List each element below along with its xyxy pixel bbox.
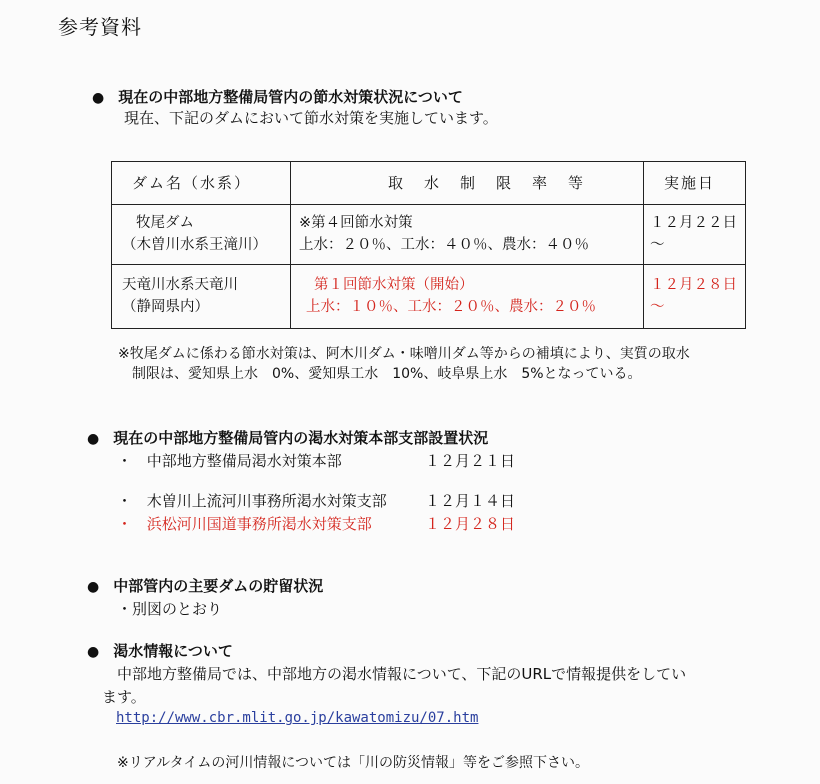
office-date: １２月１４日: [425, 492, 516, 510]
table-header-date: 実施日: [664, 174, 716, 192]
row2-measure: 第１回節水対策（開始）: [314, 277, 474, 293]
list-dot-icon: ・: [117, 492, 133, 510]
row1-dam: 牧尾ダム: [136, 215, 194, 231]
row2-rates: 上水：１０％、工水：２０％、農水：２０％: [306, 299, 596, 315]
office-list-item: [117, 513, 372, 534]
bullet-icon: ●: [92, 90, 105, 106]
row2-system: （静岡県内）: [122, 299, 209, 315]
section4-heading: 渇水情報について: [113, 642, 233, 660]
table-border-top: [111, 161, 746, 162]
section3-heading-row: [87, 575, 323, 596]
section1-heading-row: [92, 86, 463, 107]
bullet-icon: ●: [87, 579, 100, 595]
list-dot-icon: ・: [117, 452, 133, 470]
office-list-item: [117, 490, 387, 511]
section4-heading-row: [87, 640, 233, 661]
section1-note-line1: ※牧尾ダムに係わる節水対策は、阿木川ダム・味噌川ダム等からの補填により、実質の取水: [118, 346, 690, 362]
bullet-icon: ●: [87, 431, 100, 447]
list-dot-icon: ・: [117, 515, 133, 533]
row2-date: １２月２８日: [650, 277, 737, 293]
table-row-divider: [111, 204, 746, 205]
bullet-icon: ●: [87, 644, 100, 660]
row1-date: １２月２２日: [650, 215, 737, 231]
table-col-divider: [643, 161, 644, 329]
office-name: 中部地方整備局渇水対策本部: [146, 452, 342, 470]
page-title: 参考資料: [58, 15, 142, 39]
row1-measure: ※第４回節水対策: [299, 215, 413, 231]
office-date: １２月２８日: [425, 515, 516, 533]
row2-dam: 天竜川水系天竜川: [122, 277, 238, 293]
row1-tilde: ～: [650, 237, 665, 253]
section3-item: ・別図のとおり: [117, 600, 223, 618]
table-border-bottom: [111, 328, 746, 329]
table-header-dam: ダム名（水系）: [132, 174, 252, 192]
table-row-divider: [111, 264, 746, 265]
kawatomizu-link[interactable]: http://www.cbr.mlit.go.jp/kawatomizu/07.htm: [116, 710, 479, 726]
section4-text-line1: 中部地方整備局では、中部地方の渇水情報について、下記のURLで情報提供をしてい: [117, 665, 687, 683]
table-border-left: [111, 161, 112, 329]
table-border-right: [745, 161, 746, 329]
table-header-rate: 取 水 制 限 率 等: [388, 174, 587, 192]
section2-heading: 現在の中部地方整備局管内の渇水対策本部支部設置状況: [113, 429, 489, 447]
office-name: 木曽川上流河川事務所渇水対策支部: [146, 492, 387, 510]
section2-heading-row: [87, 427, 488, 448]
office-date: １２月２１日: [425, 452, 516, 470]
section1-heading: 現在の中部地方整備局管内の節水対策状況について: [118, 88, 463, 106]
section4-note: ※リアルタイムの河川情報については「川の防災情報」等をご参照下さい。: [117, 755, 590, 771]
section1-note-line2: 制限は、愛知県上水 0%、愛知県工水 10%、岐阜県上水 5%となっている。: [132, 366, 642, 382]
section4-text-line2: ます。: [102, 688, 146, 706]
section1-lead: 現在、下記のダムにおいて節水対策を実施しています。: [124, 109, 498, 127]
row1-system: （木曽川水系王滝川）: [122, 237, 267, 253]
row2-tilde: ～: [650, 299, 665, 315]
office-name: 浜松河川国道事務所渇水対策支部: [146, 515, 372, 533]
section3-heading: 中部管内の主要ダムの貯留状況: [113, 577, 324, 595]
row1-rates: 上水：２０％、工水：４０％、農水：４０％: [299, 237, 589, 253]
office-list-item: [117, 450, 342, 471]
table-col-divider: [290, 161, 291, 329]
